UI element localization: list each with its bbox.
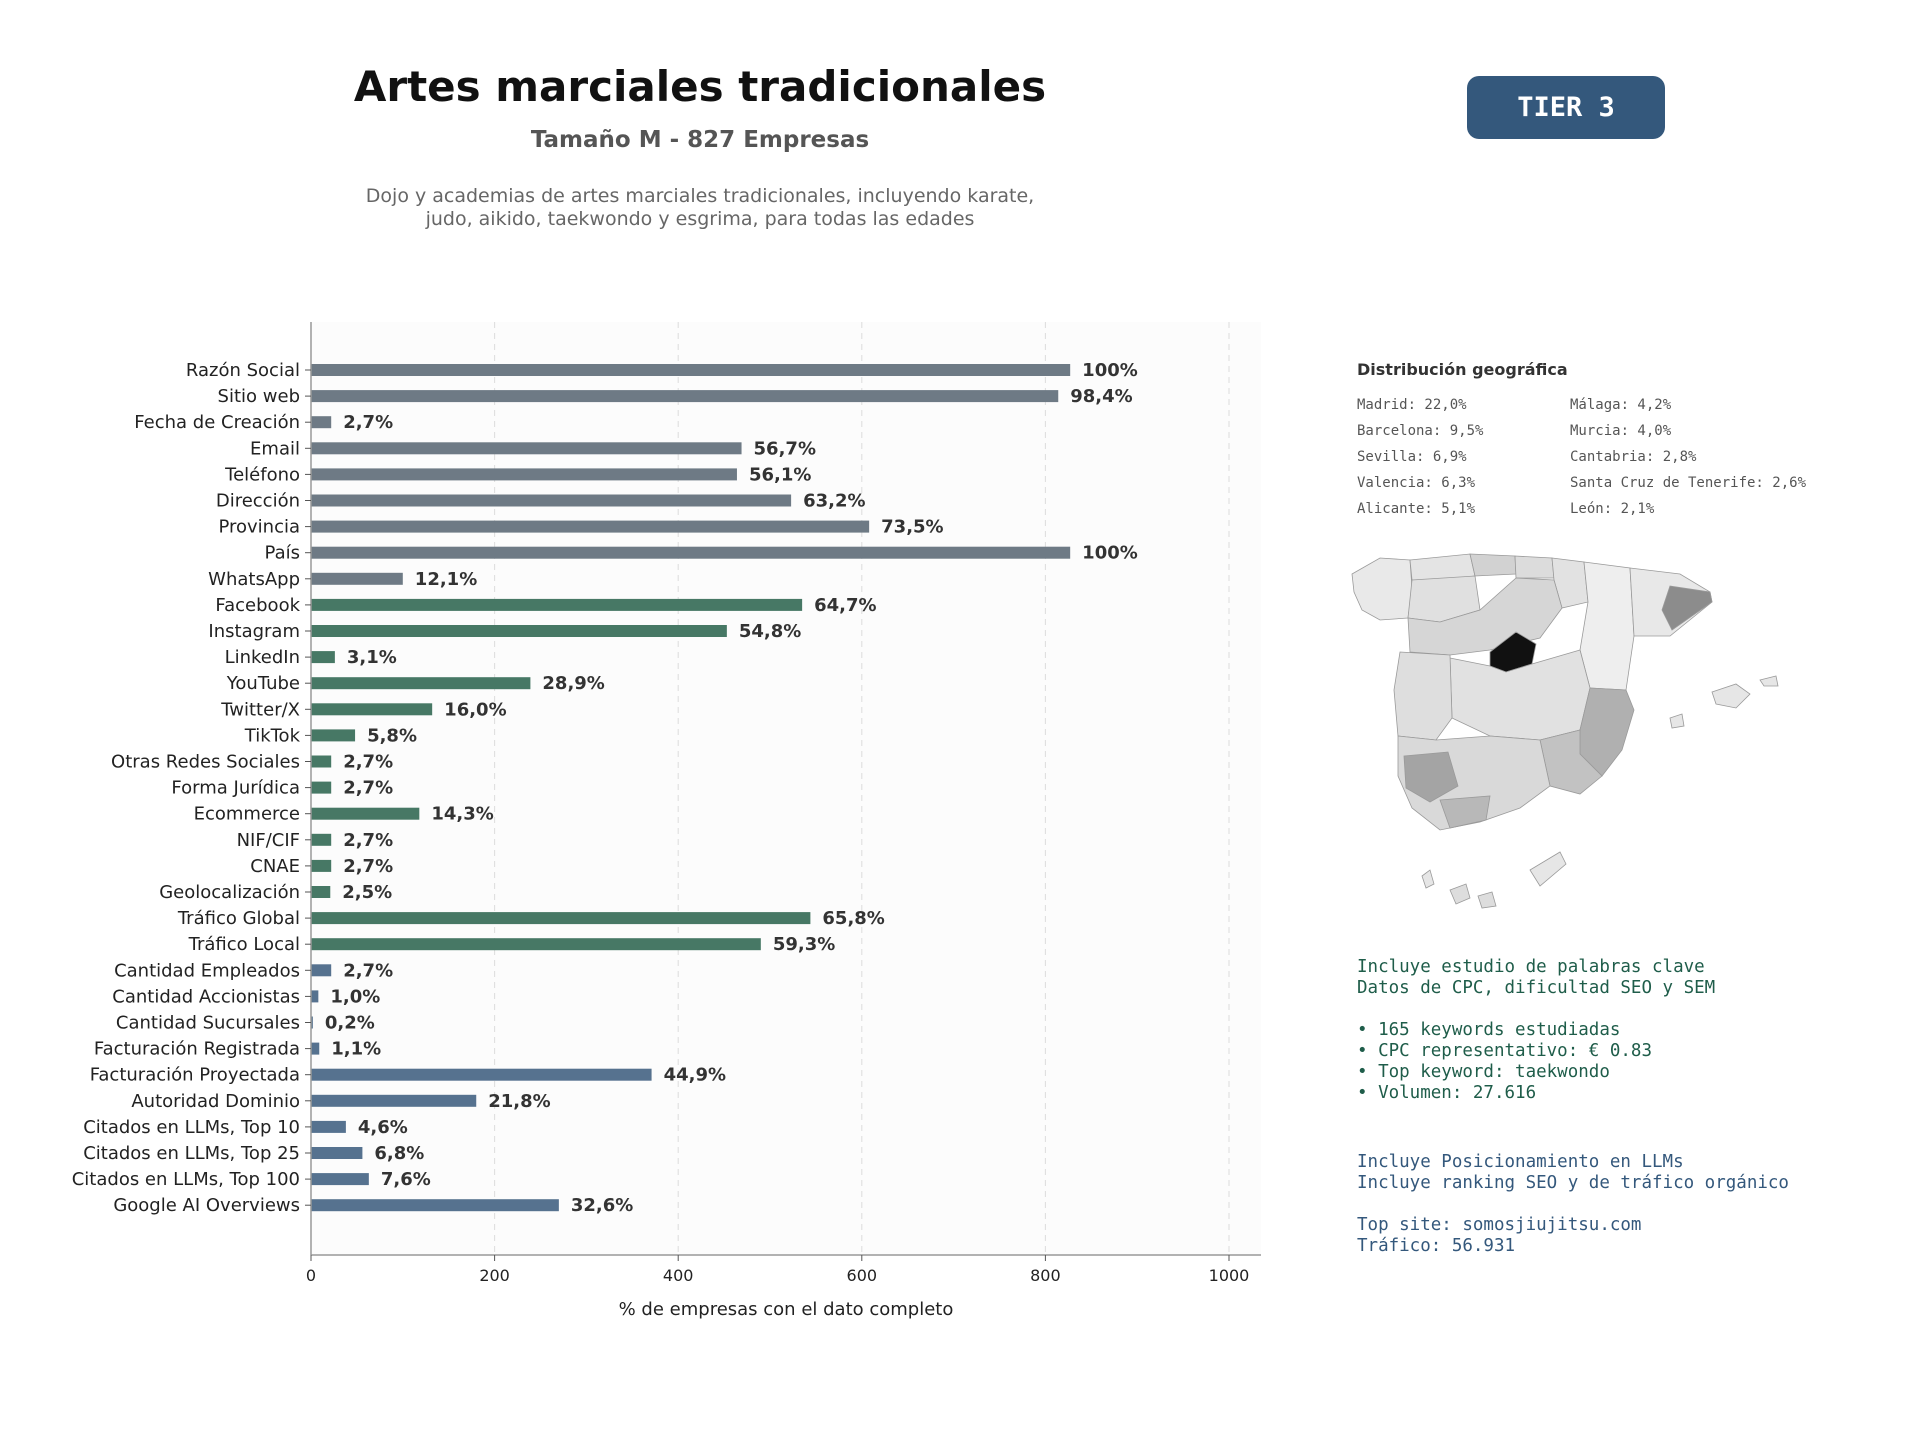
bar	[311, 1069, 652, 1081]
bar	[311, 938, 761, 950]
llm-line: Top site: somosjiujitsu.com	[1357, 1215, 1642, 1235]
y-tick-label: Facturación Registrada	[93, 1038, 300, 1060]
spain-choropleth-map	[1340, 540, 1860, 920]
bar	[311, 860, 331, 872]
bar	[311, 1043, 319, 1055]
map-region-extremadura	[1394, 652, 1452, 740]
bar-value-label: 65,8%	[822, 908, 885, 930]
bar-value-label: 2,7%	[343, 829, 394, 851]
bar	[311, 1199, 559, 1211]
x-axis-title: % de empresas con el dato completo	[618, 1299, 954, 1320]
y-tick-label: Fecha de Creación	[134, 412, 300, 434]
y-tick-label: Razón Social	[185, 360, 300, 381]
llm-line: Incluye ranking SEO y de tráfico orgánico	[1357, 1173, 1789, 1193]
bar	[311, 703, 432, 715]
geo-region-entry: Santa Cruz de Tenerife: 2,6%	[1570, 475, 1807, 491]
bar-value-label: 2,7%	[343, 960, 394, 982]
y-tick-label: Forma Jurídica	[171, 777, 300, 799]
bar	[311, 442, 742, 454]
tier-badge: TIER 3	[1467, 76, 1665, 139]
bar-value-label: 59,3%	[772, 934, 836, 956]
bar-value-label: 1,1%	[331, 1038, 382, 1060]
geo-region-entry: Madrid: 22,0%	[1357, 397, 1467, 413]
geo-distribution-title: Distribución geográfica	[1357, 360, 1568, 379]
bar	[311, 756, 331, 768]
map-region-mallorca	[1712, 684, 1750, 708]
bar-value-label: 54,8%	[738, 621, 802, 642]
x-tick-label: 800	[1030, 1266, 1061, 1285]
llm-info-block	[1357, 1152, 1897, 1257]
y-tick-label: NIF/CIF	[236, 829, 300, 851]
y-tick-label: Facturación Proyectada	[89, 1064, 300, 1086]
bar-value-label: 16,0%	[444, 699, 507, 721]
map-region-fuerteventura	[1530, 852, 1566, 886]
page-title: Artes marciales tradicionales	[353, 62, 1047, 111]
bar-value-label: 21,8%	[488, 1090, 551, 1112]
keywords-line: • Volumen: 27.616	[1357, 1083, 1537, 1103]
llm-line: Incluye Posicionamiento en LLMs	[1357, 1152, 1684, 1172]
bar-value-label: 7,6%	[380, 1169, 431, 1191]
map-region-aragon	[1580, 562, 1634, 690]
description-line: Dojo y academias de artes marciales tradicionales, incluyendo karate,	[365, 185, 1035, 207]
keywords-line: • 165 keywords estudiadas	[1357, 1020, 1621, 1040]
bar	[311, 886, 330, 898]
bar-value-label: 44,9%	[663, 1064, 727, 1086]
geo-distribution-list	[1357, 397, 1857, 527]
bar	[311, 964, 331, 976]
bar-value-label: 100%	[1082, 360, 1138, 381]
map-region-cantabria	[1470, 554, 1516, 576]
bar	[311, 521, 869, 533]
bar	[311, 495, 791, 507]
geo-region-entry: Barcelona: 9,5%	[1357, 423, 1484, 439]
bar-value-label: 2,7%	[343, 777, 394, 799]
bar-value-label: 12,1%	[414, 568, 478, 590]
keywords-info-block	[1357, 957, 1897, 1104]
bar	[311, 1121, 346, 1133]
y-tick-label: Cantidad Sucursales	[115, 1012, 300, 1034]
y-tick-label: Geolocalización	[159, 882, 300, 903]
llm-line: Tráfico: 56.931	[1357, 1236, 1516, 1256]
y-tick-label: Citados en LLMs, Top 100	[71, 1169, 300, 1191]
y-tick-label: Citados en LLMs, Top 10	[83, 1116, 300, 1138]
bar	[311, 547, 1070, 559]
bar	[311, 990, 318, 1002]
spacer	[1357, 1194, 1897, 1215]
page-subtitle: Tamaño M - 827 Empresas	[530, 127, 870, 153]
geo-region-entry: Murcia: 4,0%	[1570, 423, 1672, 439]
keywords-line: Datos de CPC, dificultad SEO y SEM	[1357, 978, 1716, 998]
y-tick-label: Ecommerce	[193, 803, 300, 825]
bar	[311, 677, 530, 689]
bar	[311, 625, 727, 637]
y-tick-label: Tráfico Global	[177, 908, 300, 930]
bar-value-label: 2,7%	[343, 412, 394, 434]
bar-value-label: 2,7%	[343, 855, 394, 877]
bar	[311, 390, 1058, 402]
keywords-line: • CPC representativo: € 0.83	[1357, 1041, 1653, 1061]
bar-value-label: 73,5%	[881, 516, 944, 538]
plot-background	[311, 322, 1261, 1255]
bar-value-label: 2,5%	[342, 882, 393, 903]
x-tick-label: 0	[305, 1266, 317, 1285]
bar	[311, 1147, 362, 1159]
bar	[311, 599, 802, 611]
bar-value-label: 1,0%	[330, 986, 381, 1008]
y-tick-label: Otras Redes Sociales	[111, 751, 300, 773]
map-region-menorca	[1760, 676, 1778, 686]
map-region-basque	[1515, 556, 1554, 578]
geo-region-entry: Sevilla: 6,9%	[1357, 449, 1467, 465]
y-tick-label: LinkedIn	[224, 647, 300, 669]
bar-value-label: 6,8%	[374, 1143, 425, 1164]
map-region-la-palma	[1422, 870, 1434, 888]
bar-value-label: 100%	[1082, 542, 1138, 564]
y-tick-label: Dirección	[215, 490, 300, 512]
bar-value-label: 32,6%	[570, 1195, 634, 1217]
geo-region-entry: Valencia: 6,3%	[1357, 475, 1476, 491]
bar-value-label: 56,1%	[748, 464, 812, 486]
y-tick-label: Instagram	[208, 621, 300, 642]
bar-value-label: 0,2%	[324, 1012, 375, 1034]
bar	[311, 416, 331, 428]
y-tick-label: Email	[250, 438, 300, 460]
x-tick-label: 400	[662, 1266, 694, 1285]
bar	[311, 573, 403, 585]
y-tick-label: Facebook	[215, 594, 300, 616]
y-tick-label: Citados en LLMs, Top 25	[83, 1143, 300, 1164]
map-region-ibiza	[1670, 714, 1684, 728]
bar	[311, 468, 737, 480]
description-line: judo, aikido, taekwondo y esgrima, para todas las edades	[425, 208, 975, 230]
spacer	[1357, 999, 1897, 1020]
y-tick-label: TikTok	[244, 725, 300, 747]
x-tick-label: 200	[479, 1266, 510, 1285]
bar	[311, 651, 335, 663]
keywords-line: • Top keyword: taekwondo	[1357, 1062, 1610, 1082]
map-region-galicia	[1352, 558, 1412, 620]
geo-region-entry: Málaga: 4,2%	[1570, 397, 1672, 413]
bar-value-label: 2,7%	[343, 751, 394, 773]
y-tick-label: Teléfono	[225, 464, 300, 486]
y-tick-label: Cantidad Empleados	[114, 960, 300, 982]
bar-value-label: 3,1%	[346, 647, 397, 669]
map-region-asturias	[1410, 554, 1475, 580]
map-region-tenerife	[1450, 884, 1470, 904]
x-tick-label: 1000	[1208, 1266, 1250, 1285]
y-tick-label: Provincia	[218, 516, 300, 538]
map-region-gran-canaria	[1478, 892, 1496, 908]
bar-value-label: 63,2%	[803, 490, 866, 512]
x-tick-label: 600	[846, 1266, 878, 1285]
bar	[311, 912, 810, 924]
bar-value-label: 56,7%	[753, 438, 816, 460]
y-tick-label: Twitter/X	[221, 699, 300, 721]
bar	[311, 834, 331, 846]
geo-region-entry: Alicante: 5,1%	[1357, 501, 1476, 517]
y-tick-label: WhatsApp	[208, 568, 300, 590]
y-tick-label: YouTube	[226, 673, 300, 695]
bar-value-label: 14,3%	[431, 803, 494, 825]
y-tick-label: Sitio web	[217, 386, 300, 408]
bar	[311, 1095, 476, 1107]
y-tick-label: Cantidad Accionistas	[112, 986, 300, 1008]
bar-value-label: 98,4%	[1070, 386, 1133, 408]
bar	[311, 1173, 369, 1185]
bar-value-label: 4,6%	[357, 1116, 408, 1138]
geo-region-entry: León: 2,1%	[1570, 501, 1655, 517]
y-tick-label: Autoridad Dominio	[131, 1090, 300, 1112]
bar	[311, 808, 419, 820]
bar-value-label: 64,7%	[814, 594, 877, 616]
y-tick-label: Tráfico Local	[188, 934, 300, 956]
y-tick-label: CNAE	[250, 855, 300, 877]
bar	[311, 782, 331, 794]
y-tick-label: Google AI Overviews	[113, 1195, 300, 1217]
y-tick-label: País	[264, 542, 300, 564]
bar	[311, 364, 1070, 376]
bar-value-label: 5,8%	[367, 725, 417, 747]
keywords-line: Incluye estudio de palabras clave	[1357, 957, 1705, 977]
bar-value-label: 28,9%	[542, 673, 605, 695]
bar	[311, 729, 355, 741]
geo-region-entry: Cantabria: 2,8%	[1570, 449, 1697, 465]
